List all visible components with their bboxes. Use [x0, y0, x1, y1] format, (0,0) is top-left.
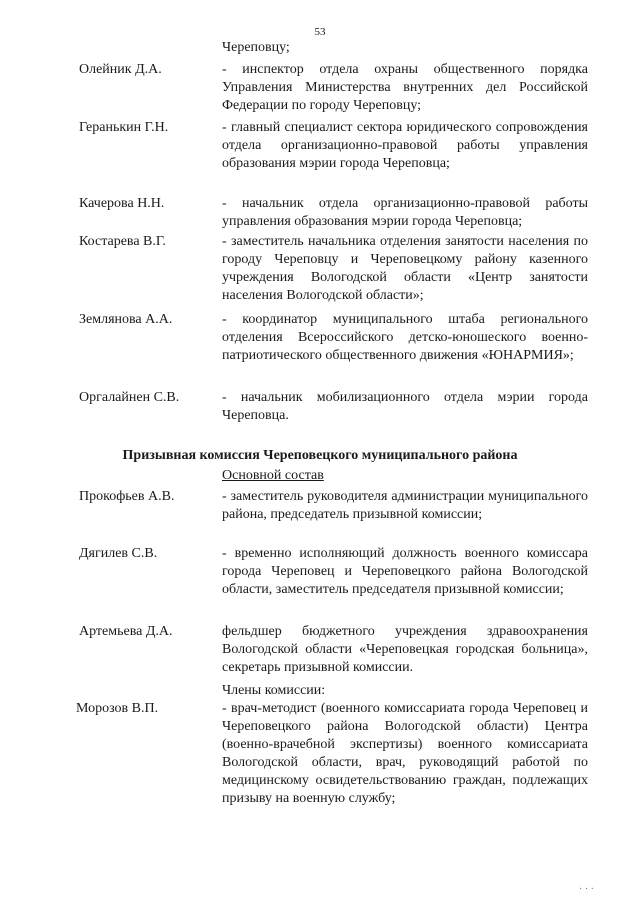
section-title: Призывная комиссия Череповецкого муниципального района — [122, 448, 518, 463]
person-position: - временно исполняющий должность военного комиссара города Череповец и Череповецкого района Вологодской области, заместитель председателя призывной комиссии; — [222, 546, 588, 597]
person-name: Оргалайнен С.В. — [79, 390, 180, 405]
person-position: - координатор муниципального штаба регионального отделения Всероссийского детско-юношеского военно-патриотического общественного движения «ЮНАРМИЯ»; — [222, 312, 588, 363]
scan-mark: · · · — [579, 884, 594, 895]
person-position: - заместитель начальника отделения занятости населения по городу Череповцу и Череповецкому району казенного учреждения Вологодской области «Центр занятости населения Вологодской области»; — [222, 234, 588, 303]
person-name: Костарева В.Г. — [79, 234, 166, 249]
person-name: Дягилев С.В. — [79, 546, 158, 561]
person-name: Землянова А.А. — [79, 312, 173, 327]
person-name: Олейник Д.А. — [79, 62, 162, 77]
continuation-text: Череповцу; — [222, 40, 290, 55]
person-name: Прокофьев А.В. — [79, 489, 175, 504]
person-name: Качерова Н.Н. — [79, 196, 165, 211]
person-position: - главный специалист сектора юридического сопровождения отдела организационно-правовой работы управления образования мэрии города Череповца; — [222, 120, 588, 171]
person-position: - начальник отдела организационно-правовой работы управления образования мэрии города Череповца; — [222, 196, 588, 229]
page-number: 53 — [314, 26, 326, 38]
person-name: Морозов В.П. — [76, 701, 159, 716]
members-label: Члены комиссии: — [222, 683, 326, 698]
person-name: Артемьева Д.А. — [79, 624, 173, 639]
person-name: Геранькин Г.Н. — [79, 120, 169, 135]
person-position: - заместитель руководителя администрации муниципального района, председатель призывной комиссии; — [222, 489, 588, 522]
person-position: - врач-методист (военного комиссариата города Череповец и Череповецкого района Вологодской области) Центра (военно-врачебной экспертизы) военного комиссариата Вологодской области, врач, руководящий работой по медицинскому освидетельствованию граждан, подлежащих призыву на военную службу; — [222, 701, 588, 806]
person-position: - начальник мобилизационного отдела мэрии города Череповца. — [222, 390, 588, 423]
person-position: - инспектор отдела охраны общественного порядка Управления Министерства внутренних дел Российской Федерации по городу Череповцу; — [222, 62, 588, 113]
person-position: фельдшер бюджетного учреждения здравоохранения Вологодской области «Череповецкая городская больница», секретарь призывной комиссии. — [222, 624, 588, 675]
main-composition-label: Основной состав — [222, 468, 324, 483]
